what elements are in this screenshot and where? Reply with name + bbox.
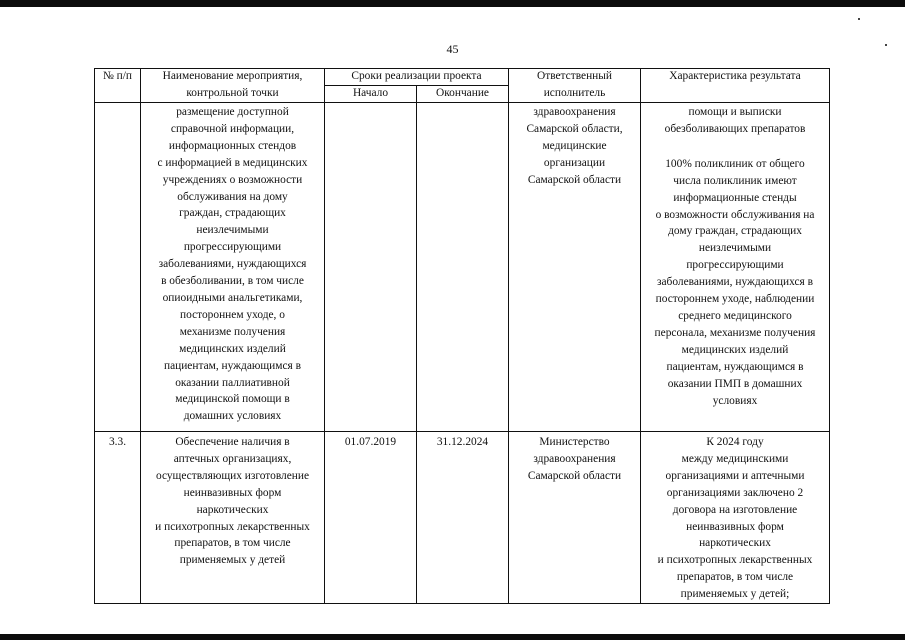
text-line: препаратов, в том числе (174, 537, 291, 550)
text-line: медицинских изделий (179, 342, 286, 355)
text-line: применяемых у детей; (680, 588, 790, 601)
text-line: 100% поликлиник от общего (665, 157, 805, 170)
text-line: опиоидными анальгетиками, (162, 291, 303, 304)
header-period: Сроки реализации проекта (325, 69, 509, 86)
cell-responsible (509, 432, 641, 604)
result-paragraph (644, 104, 826, 138)
text-line: заболеваниями, нуждающихся в (657, 276, 813, 289)
page-number: 45 (446, 42, 459, 56)
text-line: среднего медицинского (678, 309, 792, 322)
text-line: Самарской области (527, 469, 622, 482)
text-line: договора на изготовление (672, 503, 798, 516)
text-line: организации (543, 156, 606, 169)
text-line: аптечных организациях, (173, 452, 292, 465)
text-line: размещение доступной (176, 106, 289, 118)
header-end: Окончание (417, 86, 509, 103)
scan-top-border (0, 0, 905, 7)
text-line: обслуживания на дому (177, 190, 288, 203)
scan-bottom-border (0, 634, 905, 640)
text-line: К 2024 году (706, 436, 764, 448)
cell-start: 01.07.2019 (325, 432, 417, 604)
text-line: заболеваниями, нуждающихся (158, 258, 307, 271)
scan-speck (858, 18, 860, 20)
cell-num (95, 103, 141, 432)
text-line: здравоохранения (533, 106, 616, 118)
text-line: неинвазивных форм (183, 486, 282, 499)
cell-end: 31.12.2024 (417, 432, 509, 604)
text-line: постороннем уходе, о (180, 308, 285, 321)
text-line: оказании паллиативной (175, 376, 290, 389)
text-line: информационные стенды (673, 191, 797, 204)
text-line: пациентам, нуждающимся в (163, 359, 302, 372)
cell-responsible (509, 103, 641, 432)
cell-num: 3.3. (95, 432, 141, 604)
header-name: Наименование мероприятия, (141, 69, 325, 86)
text-line: медицинской помощи в (175, 393, 290, 406)
text-line: числа поликлиник имеют (673, 174, 797, 187)
text-line: неизлечимыми (698, 242, 772, 255)
text-line: граждан, страдающих (179, 207, 286, 220)
cell-name (141, 103, 325, 432)
header-start: Начало (325, 86, 417, 103)
text-line: и психотропных лекарственных (155, 520, 310, 533)
text-line: организациями заключено 2 (666, 486, 804, 499)
text-line: учреждениях о возможности (162, 173, 303, 186)
text-line: в обезболивании, в том числе (161, 275, 304, 288)
text-line: организациями и аптечными (665, 469, 805, 482)
text-line: Обеспечение наличия в (175, 436, 290, 448)
cell-result (641, 432, 830, 604)
table-header-row (95, 69, 830, 86)
cell-name (141, 432, 325, 604)
table-row (95, 432, 830, 604)
text-line: Самарской области, (526, 122, 623, 135)
cell-result (641, 103, 830, 432)
header-name-line2: контрольной точки (141, 86, 325, 103)
text-line: медицинских изделий (681, 343, 789, 356)
text-line: пациентам, нуждающимся в (666, 360, 804, 373)
text-line: помощи и выписки (688, 106, 782, 118)
text-line: медицинские (542, 139, 607, 152)
text-line: применяемых у детей (179, 554, 286, 567)
cell-start (325, 103, 417, 432)
text-line: постороннем уходе, наблюдении (655, 293, 815, 306)
text-line: с информацией в медицинских (157, 156, 308, 169)
table-row (95, 103, 830, 432)
text-line: осуществляющих изготовление (155, 469, 310, 482)
text-line: механизме получения (179, 325, 286, 338)
text-line: и психотропных лекарственных (657, 554, 813, 567)
result-paragraph (644, 156, 826, 410)
text-line: неинвазивных форм (686, 520, 784, 533)
text-line: дому граждан, страдающих (668, 225, 802, 238)
text-line: здравоохранения (533, 452, 616, 465)
text-line: Самарской области (527, 173, 622, 186)
text-line: препаратов, в том числе (676, 571, 794, 584)
text-line: о возможности обслуживания на (655, 208, 815, 221)
text-line: наркотических (196, 503, 269, 516)
text-line: справочной информации, (170, 122, 295, 135)
text-line: обезболивающих препаратов (664, 122, 806, 135)
text-line: условиях (712, 394, 758, 407)
header-num: № п/п (95, 69, 141, 103)
text-line: неизлечимыми (196, 224, 269, 237)
header-responsible: Ответственный (509, 69, 641, 86)
text-line: прогрессирующими (686, 259, 784, 272)
text-line: оказании ПМП в домашних (667, 377, 803, 390)
header-responsible-line2: исполнитель (509, 86, 641, 103)
text-line: наркотических (699, 537, 771, 550)
text-line: персонала, механизме получения (654, 326, 816, 339)
text-line: Министерство (539, 436, 610, 448)
text-line: информационных стендов (168, 139, 297, 152)
text-line: домашних условиях (183, 410, 282, 423)
text-line: между медицинскими (681, 452, 789, 465)
events-table (94, 68, 830, 604)
text-line: прогрессирующими (183, 241, 282, 254)
header-result: Характеристика результата (641, 69, 830, 103)
cell-end (417, 103, 509, 432)
